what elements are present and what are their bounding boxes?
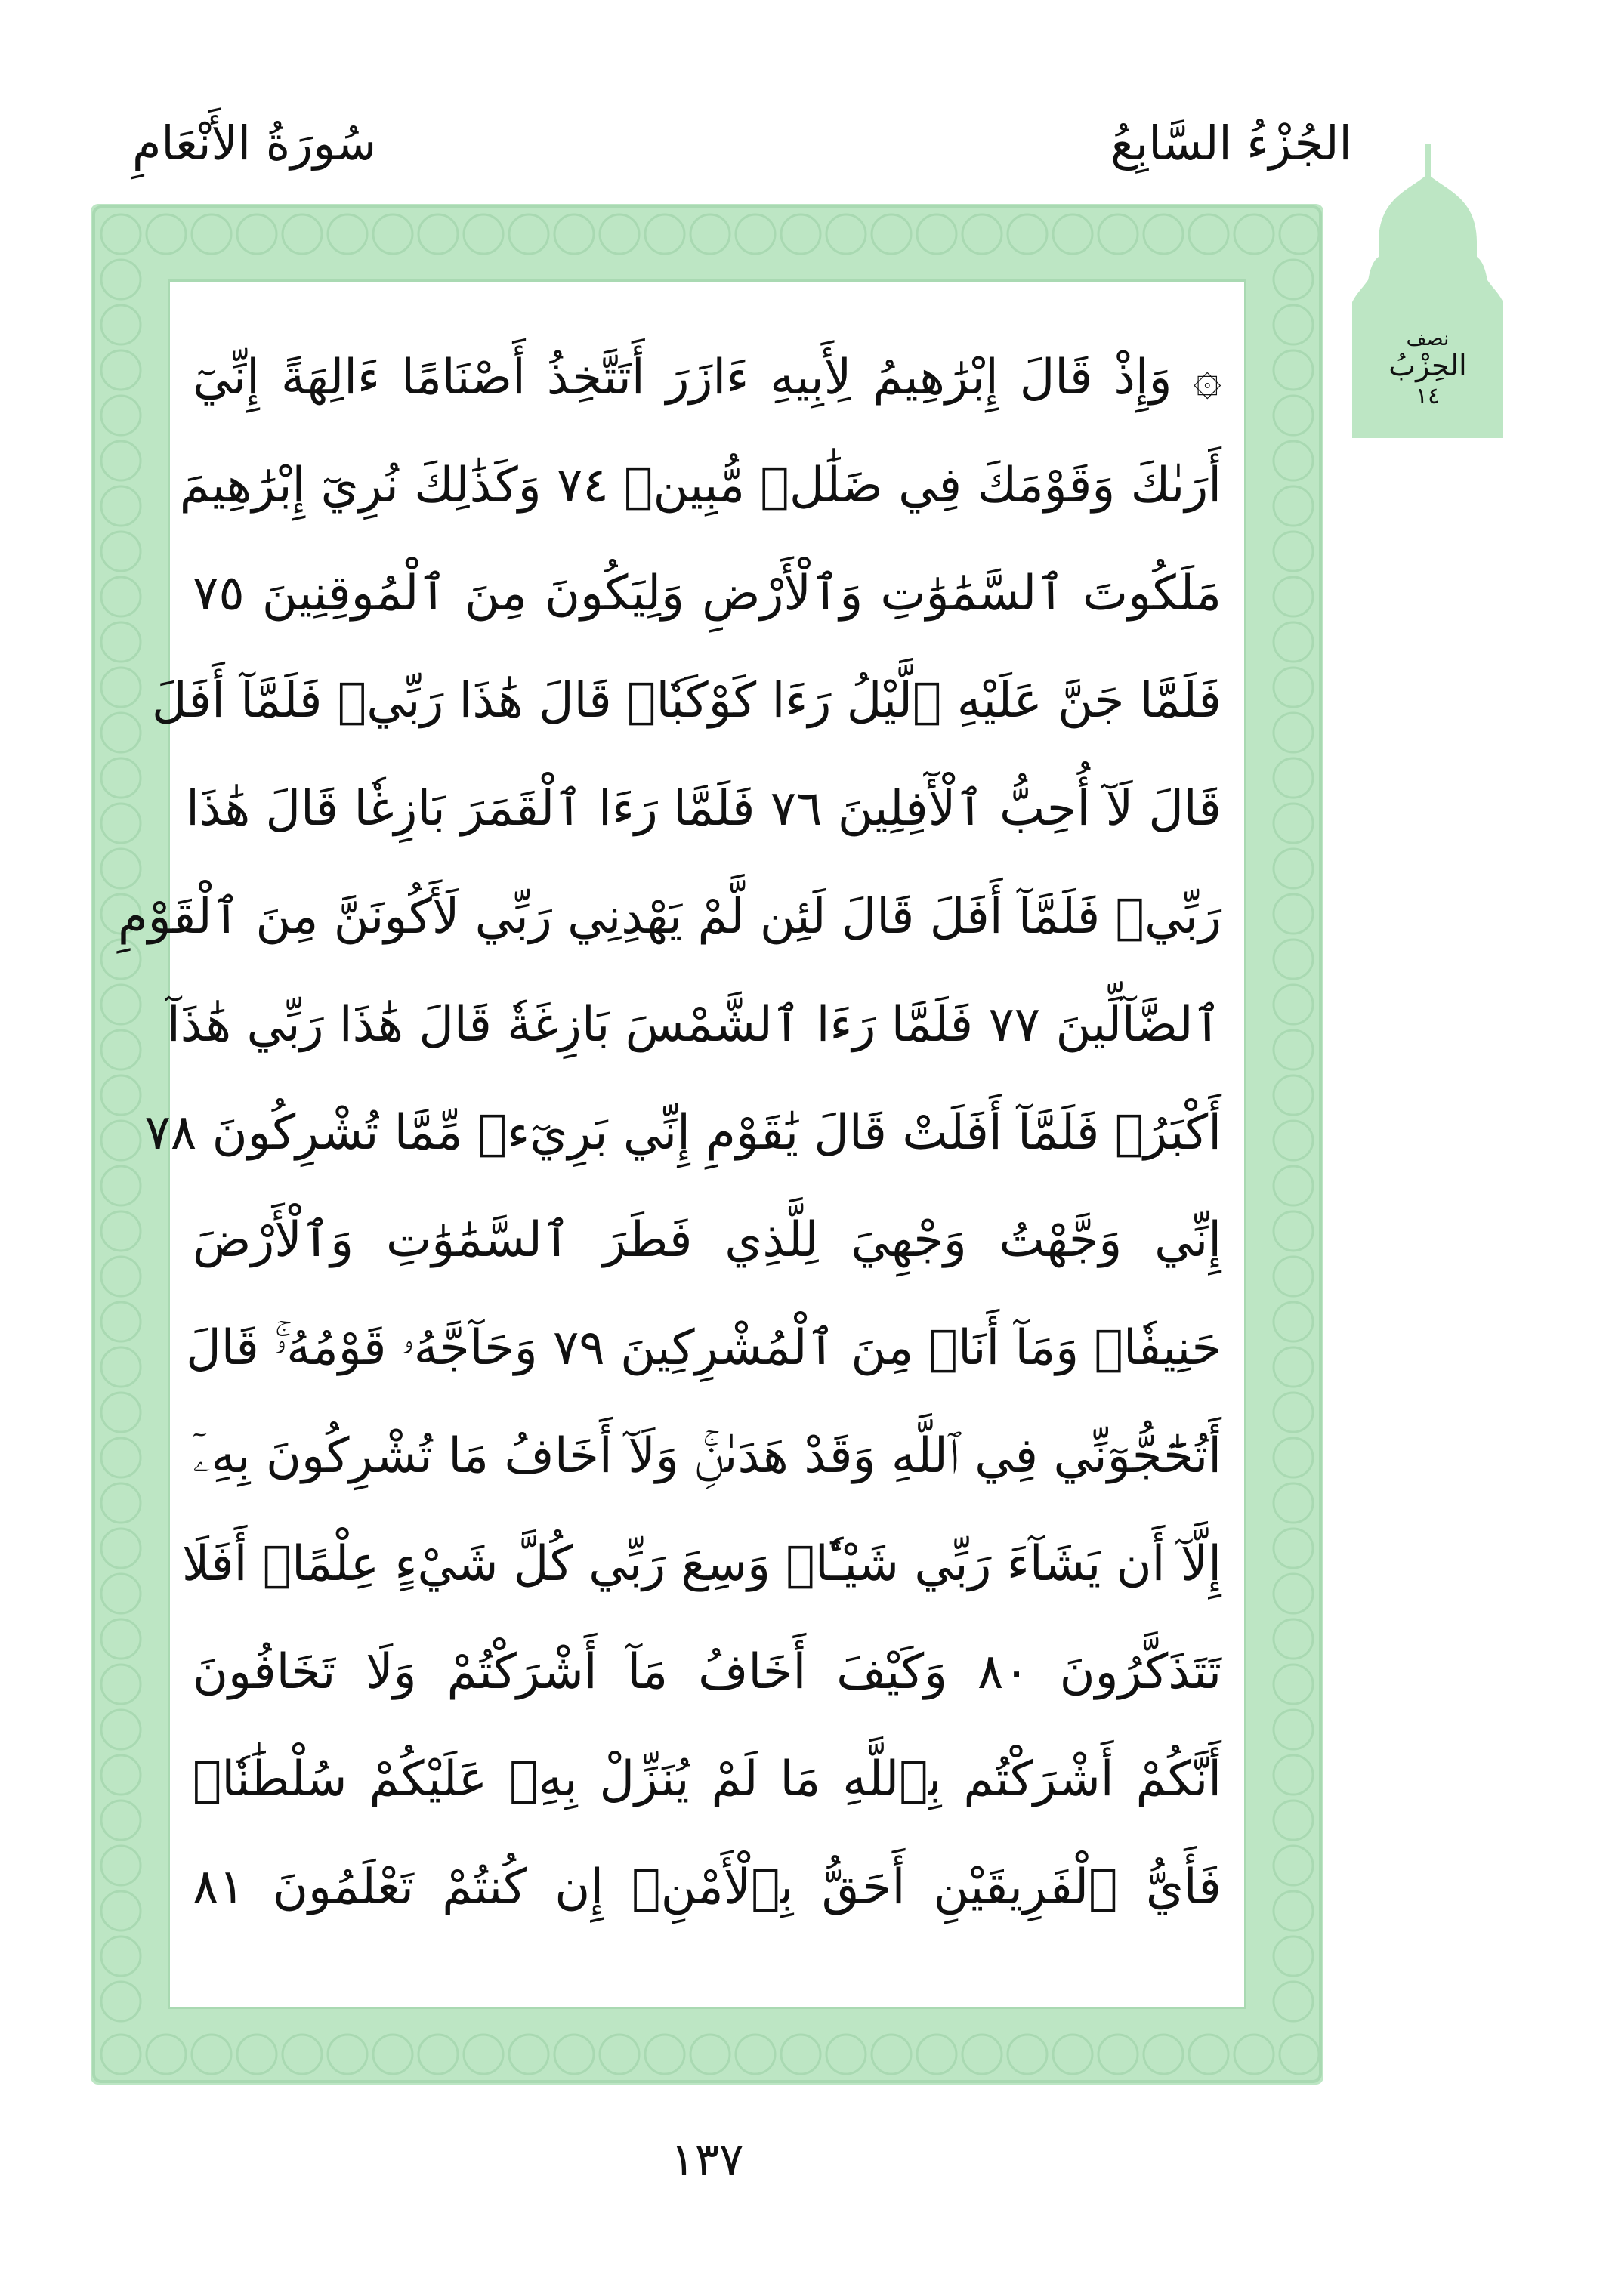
frame-scallop [283,2035,322,2074]
frame-scallop [101,532,141,571]
frame-scallop [1274,1347,1313,1387]
frame-scallop [237,2035,276,2074]
frame-scallop [101,1936,141,1976]
frame-scallop [1274,577,1313,616]
frame-scallop [872,2035,911,2074]
frame-scallop [781,2035,820,2074]
frame-scallop [1098,214,1138,254]
frame-scallop [1274,804,1313,843]
verse-line: تَتَذَكَّرُونَ ٨٠ وَكَيْفَ أَخَافُ مَآ أَشْرَكْتُمْ وَلَا تَخَافُونَ [193,1643,1222,1700]
frame-scallop [1274,1982,1313,2021]
frame-scallop [1274,486,1313,526]
frame-scallop [101,985,141,1024]
frame-scallop [101,1755,141,1795]
frame-scallop [1144,214,1183,254]
verse-line: مَلَكُوتَ ٱلسَّمَٰوَٰتِ وَٱلْأَرْضِ وَلِيَكُونَ مِنَ ٱلْمُوقِنِينَ ٧٥ [193,565,1221,622]
frame-scallop [328,2035,367,2074]
frame-scallop [101,1665,141,1704]
frame-scallop [373,214,412,254]
frame-scallop [192,2035,231,2074]
frame-scallop [826,2035,866,2074]
frame-scallop [917,2035,956,2074]
verse-line: حَنِيفٗاۖ وَمَآ أَنَا۠ مِنَ ٱلْمُشْرِكِينَ ٧٩ وَحَآجَّهُۥ قَوْمُهُۥۚ قَالَ [186,1320,1221,1377]
frame-scallop [554,214,594,254]
frame-scallop [101,713,141,752]
frame-scallop [1274,1075,1313,1115]
frame-scallop [101,1982,141,2021]
frame-scallop [101,1483,141,1523]
frame-scallop [147,214,186,254]
frame-scallop [101,1438,141,1477]
frame-scallop [509,214,548,254]
frame-scallop [1274,1891,1313,1930]
frame-scallop [1234,2035,1274,2074]
frame-scallop [101,441,141,480]
frame-scallop [736,214,775,254]
frame-scallop [328,214,367,254]
frame-scallop [101,1347,141,1387]
frame-scallop [1274,1211,1313,1251]
frame-scallop [101,2035,141,2074]
frame-scallop [101,1030,141,1069]
frame-scallop [1280,214,1319,254]
frame-scallop [1274,1755,1313,1795]
frame-scallop [1274,1619,1313,1659]
frame-scallop [237,214,276,254]
frame-scallop [101,1710,141,1749]
frame-scallop [1274,260,1313,299]
frame-scallop [101,1257,141,1296]
frame-scallop [1274,1529,1313,1568]
frame-scallop [1274,1936,1313,1976]
frame-scallop [101,350,141,390]
frame-scallop [192,214,231,254]
frame-scallop [962,214,1002,254]
frame-scallop [101,486,141,526]
verse-line: إِلَّآ أَن يَشَآءَ رَبِّي شَيْـٔٗاۚ وَسِعَ رَبِّي كُلَّ شَيْءٍ عِلْمًاۚ أَفَلَا [181,1535,1221,1592]
frame-scallop [1144,2035,1183,2074]
frame-scallop [1274,532,1313,571]
frame-scallop [1274,1393,1313,1432]
frame-scallop [101,260,141,299]
frame-scallop [101,1891,141,1930]
hizb-number: ١٤ [1415,383,1441,409]
page-frame [91,204,1323,2085]
frame-scallop [645,214,684,254]
frame-scallop [554,2035,594,2074]
frame-scallop [418,2035,458,2074]
frame-scallop [1274,1710,1313,1749]
frame-scallop [1274,1438,1313,1477]
verse-line: ٱلضَّآلِّينَ ٧٧ فَلَمَّا رَءَا ٱلشَّمْسَ بَازِغَةٗ قَالَ هَٰذَا رَبِّي هَٰذَآ [166,996,1221,1053]
frame-scallop [101,1302,141,1341]
frame-scallop [1189,2035,1228,2074]
frame-scallop [101,1166,141,1205]
frame-scallop [1274,1483,1313,1523]
frame-scallop [101,214,141,254]
frame-scallop [1274,758,1313,798]
frame-scallop [101,758,141,798]
frame-scallop [645,2035,684,2074]
hizb-marker [1352,144,1503,446]
verse-line: فَأَيُّ ٱلْفَرِيقَيْنِ أَحَقُّ بِٱلْأَمْنِۖ إِن كُنتُمْ تَعْلَمُونَ ٨١ [193,1859,1221,1916]
frame-scallop [1274,894,1313,934]
frame-scallop [1274,1665,1313,1704]
frame-scallop [1274,305,1313,344]
frame-scallop [1008,214,1047,254]
frame-scallop [1274,1801,1313,1840]
frame-scallop [101,1846,141,1885]
frame-scallop [917,214,956,254]
frame-scallop [101,1529,141,1568]
frame-scallop [736,2035,775,2074]
frame-scallop [1008,2035,1047,2074]
frame-scallop [373,2035,412,2074]
juz-title: الجُزْءُ السَّابِعُ [1110,116,1352,171]
frame-scallop [1053,214,1092,254]
hizb-nisf-label: نصف [1406,328,1450,350]
frame-scallop [1274,849,1313,888]
frame-scallop [101,1619,141,1659]
frame-scallop [101,1574,141,1613]
frame-scallop [1274,1166,1313,1205]
frame-scallop [101,305,141,344]
frame-scallop [101,577,141,616]
frame-scallop [418,214,458,254]
frame-scallop [1274,441,1313,480]
frame-scallop [1274,940,1313,979]
frame-scallop [101,622,141,662]
frame-scallop [101,1801,141,1840]
frame-scallop [1274,1121,1313,1160]
frame-scallop [1098,2035,1138,2074]
frame-scallop [101,1393,141,1432]
verse-line: رَبِّيۖ فَلَمَّآ أَفَلَ قَالَ لَئِن لَّمْ يَهْدِنِي رَبِّي لَأَكُونَنَّ مِنَ ٱلْقَوْمِ [118,888,1221,945]
frame-scallop [101,1075,141,1115]
frame-scallop [464,214,503,254]
frame-scallop [1274,1574,1313,1613]
page-number: ١٣٧ [670,2134,744,2186]
frame-scallop [509,2035,548,2074]
frame-scallop [690,2035,730,2074]
frame-scallop [690,214,730,254]
frame-scallop [464,2035,503,2074]
verse-line: إِنِّي وَجَّهْتُ وَجْهِيَ لِلَّذِي فَطَرَ ٱلسَّمَٰوَٰتِ وَٱلْأَرْضَ [193,1212,1221,1269]
surah-title: سُورَةُ الأَنْعَامِ [132,116,377,171]
frame-scallop [781,214,820,254]
frame-scallop [101,668,141,707]
frame-scallop [283,214,322,254]
frame-scallop [826,214,866,254]
verse-line: أَنَّكُمْ أَشْرَكْتُم بِٱللَّهِ مَا لَمْ يُنَزِّلْ بِهِۦ عَلَيْكُمْ سُلْطَٰنٗاۚ [193,1751,1221,1808]
verse-lines [118,324,1222,1942]
frame-scallop [1234,214,1274,254]
frame-scallop [101,396,141,435]
frame-scallop [1274,668,1313,707]
frame-scallop [147,2035,186,2074]
frame-scallop [1274,350,1313,390]
hizb-label: الحِزْبُ [1388,349,1467,382]
frame-scallop [600,214,639,254]
frame-scallop [1053,2035,1092,2074]
frame-scallop [1274,713,1313,752]
frame-scallop [1274,985,1313,1024]
frame-scallop [1274,1257,1313,1296]
verse-line: أَتُحَٰٓجُّوٓنِّي فِي ٱللَّهِ وَقَدْ هَدَىٰنِۚ وَلَآ أَخَافُ مَا تُشْرِكُونَ بِهِۦٓ [193,1427,1221,1484]
verse-line: ۞ وَإِذْ قَالَ إِبْرَٰهِيمُ لِأَبِيهِ ءَازَرَ أَتَتَّخِذُ أَصْنَامًا ءَالِهَةً إِنِّيٓ [193,350,1221,406]
frame-scallop [962,2035,1002,2074]
frame-scallop [1274,1846,1313,1885]
frame-scallop [101,804,141,843]
frame-scallop [1274,396,1313,435]
frame-scallop [1189,214,1228,254]
frame-scallop [101,1121,141,1160]
text-panel [118,279,1246,2009]
frame-scallop [1274,1030,1313,1069]
verse-line: أَكْبَرُۖ فَلَمَّآ أَفَلَتْ قَالَ يَٰقَوْمِ إِنِّي بَرِيٓءٞ مِّمَّا تُشْرِكُونَ ٧٨ [144,1104,1221,1161]
verse-line: قَالَ لَآ أُحِبُّ ٱلْأٓفِلِينَ ٧٦ فَلَمَّا رَءَا ٱلْقَمَرَ بَازِغٗا قَالَ هَٰذَا [186,781,1221,838]
verse-line: فَلَمَّا جَنَّ عَلَيْهِ ٱلَّيْلُ رَءَا كَوْكَبٗاۖ قَالَ هَٰذَا رَبِّيۖ فَلَمَّآ أَفَلَ [152,673,1221,730]
frame-scallop [1274,1302,1313,1341]
frame-scallop [1274,622,1313,662]
frame-scallop [600,2035,639,2074]
verse-line: أَرَىٰكَ وَقَوْمَكَ فِي ضَلَٰلٖ مُّبِينٖ ٧٤ وَكَذَٰلِكَ نُرِيٓ إِبْرَٰهِيمَ [179,457,1221,514]
frame-scallop [101,1211,141,1251]
frame-scallop [872,214,911,254]
frame-scallop [1280,2035,1319,2074]
